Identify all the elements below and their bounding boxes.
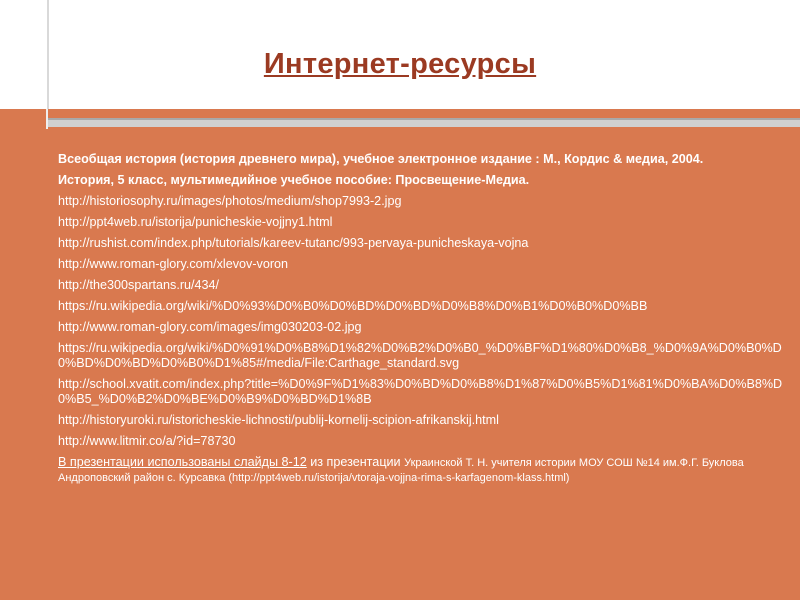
- slide-title: Интернет-ресурсы: [263, 48, 537, 80]
- source-note-prefix: В презентации использованы слайды 8-12: [58, 455, 307, 469]
- reference-item: История, 5 класс, мультимедийное учебное пособие: Просвещение-Медиа.: [58, 173, 530, 187]
- reference-item: Всеобщая история (история древнего мира), учебное электронное издание : М., Кордис & медиа, 2004.: [58, 152, 704, 166]
- reference-link[interactable]: http://historyuroki.ru/istoricheskie-lichnosti/publij-kornelij-scipion-afrikanskij.html: [58, 413, 499, 427]
- reference-link[interactable]: http://historiosophy.ru/images/photos/medium/shop7993-2.jpg: [58, 194, 402, 208]
- reference-link[interactable]: http://rushist.com/index.php/tutorials/kareev-tutanc/993-pervaya-punicheskaya-vojna: [58, 236, 529, 250]
- references-list: [58, 152, 788, 491]
- reference-link[interactable]: http://ppt4web.ru/istorija/punicheskie-vojjny1.html: [58, 215, 333, 229]
- reference-link[interactable]: http://www.roman-glory.com/images/img030203-02.jpg: [58, 320, 362, 334]
- decor-gray-strip-edge: [48, 118, 800, 120]
- reference-link[interactable]: http://the300spartans.ru/434/: [58, 278, 220, 292]
- reference-link[interactable]: http://www.roman-glory.com/xlevov-voron: [58, 257, 289, 271]
- source-note-mid: из презентации: [306, 455, 405, 469]
- reference-link[interactable]: https://ru.wikipedia.org/wiki/%D0%91%D0%B8%D1%82%D0%B2%D0%B0_%D0%BF%D1%80%D0%B8_%D0%9A%D0%B0%D0%BD%D0%BD%D0%B0%D1%85#/media/File:Carthage_standard.svg: [58, 341, 782, 370]
- source-note: [58, 455, 788, 485]
- reference-link[interactable]: http://www.litmir.co/a/?id=78730: [58, 434, 236, 448]
- reference-link[interactable]: http://school.xvatit.com/index.php?title=%D0%9F%D1%83%D0%BD%D0%B8%D1%87%D0%B5%D1%81%D0%BA%D0%B8%D0%B5_%D0%B2%D0%BE%D0%B9%D0%BD%D1%8B: [58, 377, 783, 406]
- source-note-author: Украинской Т. Н. учителя истории МОУ СОШ №14 им.Ф.Г. Буклова Андроповский район с. Курсавка (http://ppt4web.ru/istorija/vtoraja-vojjna-rima-s-karfagenom-klass.html): [58, 457, 744, 484]
- reference-link[interactable]: https://ru.wikipedia.org/wiki/%D0%93%D0%B0%D0%BD%D0%BD%D0%B8%D0%B1%D0%B0%D0%BB: [58, 299, 648, 313]
